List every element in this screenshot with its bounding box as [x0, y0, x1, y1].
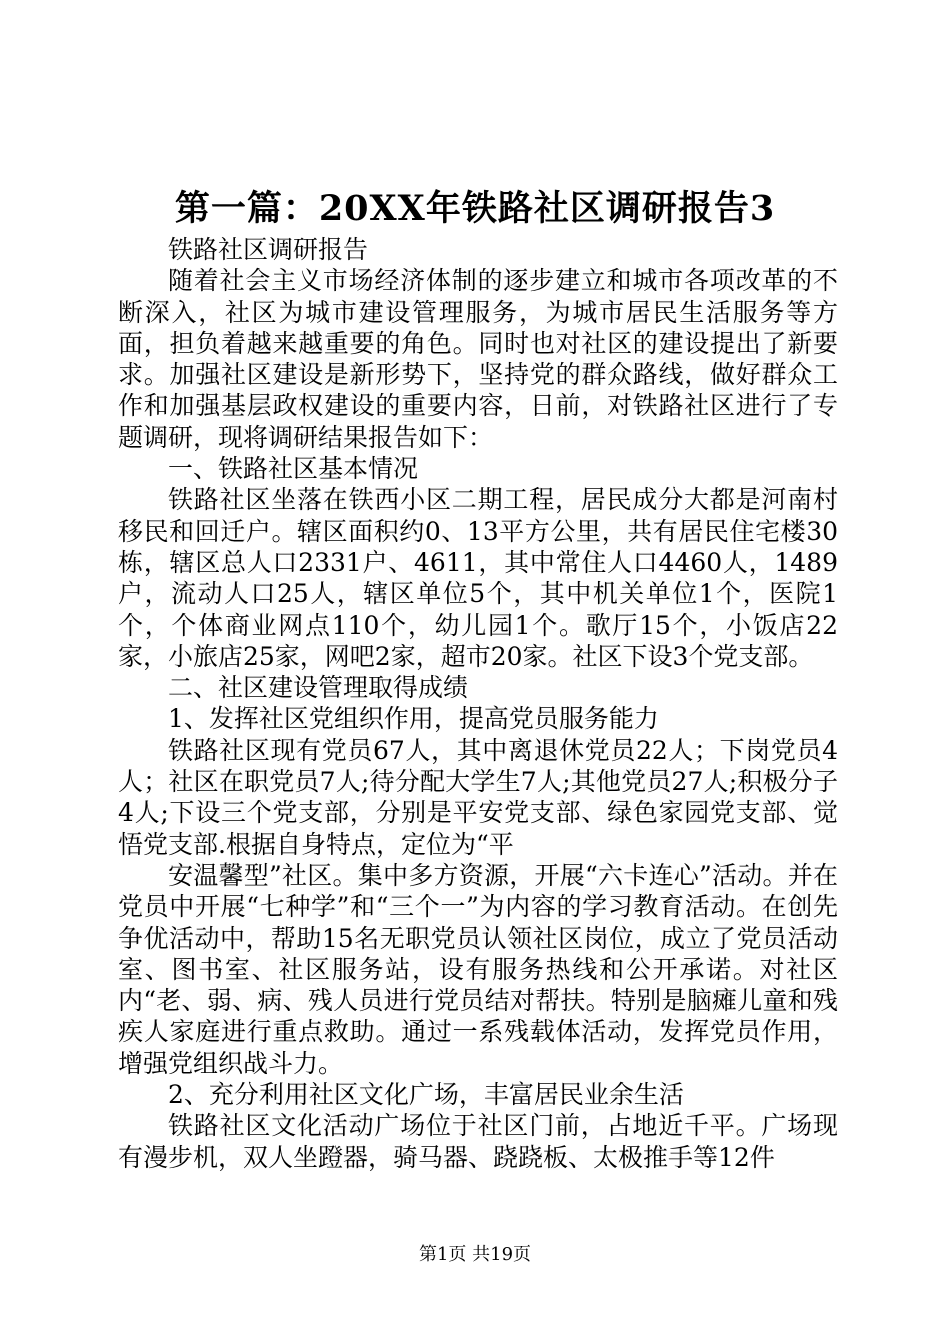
paragraph: 铁路社区文化活动广场位于社区门前，占地近千平。广场现有漫步机，双人坐蹬器，骑马器、跷跷板、太极推手等12件 — [118, 1111, 838, 1172]
document-title: 第一篇：20XX年铁路社区调研报告3 — [174, 188, 776, 229]
paragraph: 安温馨型”社区。集中多方资源，开展“六卡连心”活动。并在党员中开展“七种学”和“三个一”为内容的学习教育活动。在创先争优活动中，帮助15名无职党员认领社区岗位，成立了党员活动室、图书室、社区服务站，设有服务热线和公开承诺。对社区内“老、弱、病、残人员进行党员结对帮扶。特别是脑瘫儿童和残疾人家庭进行重点救助。通过一系残载体活动，发挥党员作用，增强党组织战斗力。 — [118, 860, 838, 1078]
page-footer: 第1页 共19页 — [418, 1244, 532, 1265]
section-heading: 二、社区建设管理取得成绩 — [168, 673, 469, 703]
document-body — [118, 234, 838, 1173]
subsection-heading: 1、发挥社区党组织作用，提高党员服务能力 — [168, 704, 659, 734]
subsection-heading: 2、充分利用社区文化广场，丰富居民业余生活 — [168, 1080, 684, 1110]
paragraph: 铁路社区坐落在铁西小区二期工程，居民成分大都是河南村移民和回迁户。辖区面积约0、13平方公里，共有居民住宅楼30栋，辖区总人口2331户、4611，其中常住人口4460人，1489户，流动人口25人，辖区单位5个，其中机关单位1个，医院1个，个体商业网点110个，幼儿园1个。歌厅15个，小饭店22家，小旅店25家，网吧2家，超市20家。社区下设3个党支部。 — [118, 485, 838, 671]
paragraph: 铁路社区现有党员67人，其中离退休党员22人；下岗党员4人；社区在职党员7人;待分配大学生7人;其他党员27人;积极分子4人;下设三个党支部，分别是平安党支部、绿色家园党支部、觉悟党支部.根据自身特点，定位为“平 — [118, 735, 838, 859]
paragraph: 随着社会主义市场经济体制的逐步建立和城市各项改革的不断深入，社区为城市建设管理服务，为城市居民生活服务等方面，担负着越来越重要的角色。同时也对社区的建设提出了新要求。加强社区建设是新形势下，坚持党的群众路线，做好群众工作和加强基层政权建设的重要内容，日前，对铁路社区进行了专题调研，现将调研结果报告如下： — [118, 266, 838, 452]
paragraph: 铁路社区调研报告 — [168, 235, 369, 264]
section-heading: 一、铁路社区基本情况 — [168, 454, 419, 484]
